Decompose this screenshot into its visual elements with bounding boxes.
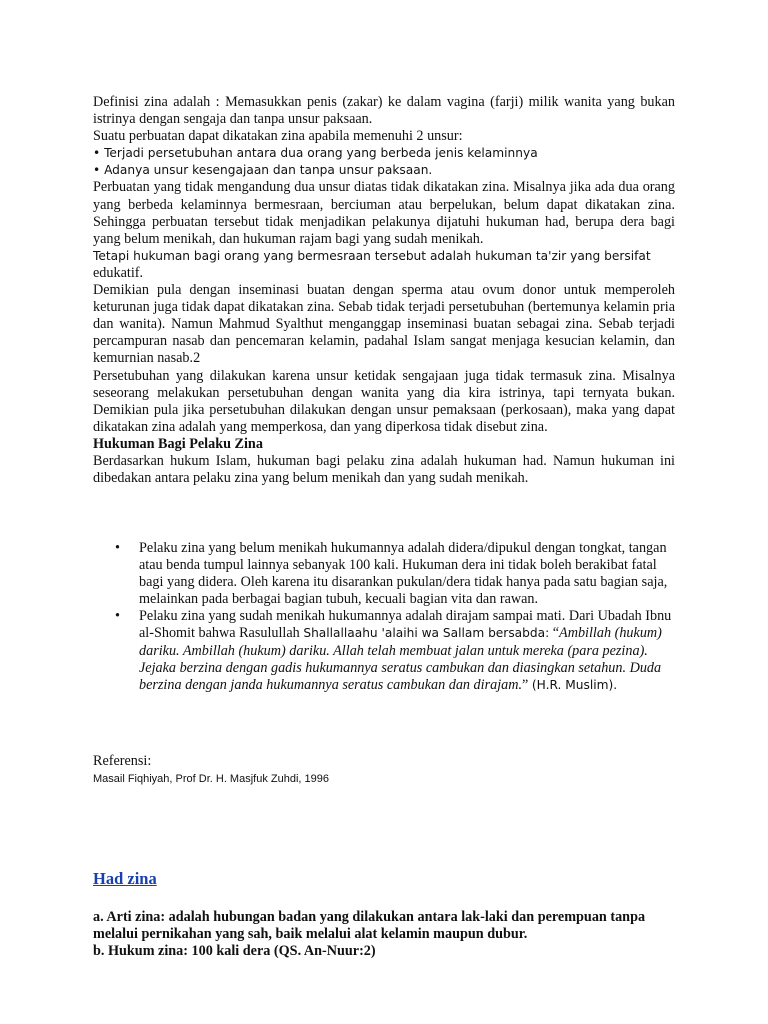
paragraph-3: Persetubuhan yang dilakukan karena unsur ketidak sengajaan juga tidak termasuk zina. Misalnya seseorang melakukan persetubuhan dengan wanita yang dia kira istrinya, tapi ternyata bukan. Demikian pula jika persetubuhan dilakukan dengan unsur pemaksaan (perkosaan), maka yang dapat dikatakan zina adalah yang memperkosa, dan yang diperkosa tidak disebut zina. xyxy=(93,367,675,435)
element-item-2: • Adanya unsur kesengajaan dan tanpa unsur paksaan. xyxy=(93,163,433,178)
paragraph-1: Perbuatan yang tidak mengandung dua unsur diatas tidak dikatakan zina. Misalnya jika ada dua orang yang berbeda kelaminnya bermesraan, berciuman atau berpelukan, belum dapat dikatakan zina. Sehingga perbuatan tersebut tidak menjadikan pelakunya dijatuhi hukuman had, berupa dera bagi yang belum menikah, dan hukuman rajam bagi yang sudah menikah. xyxy=(93,179,675,247)
reference-section xyxy=(93,753,675,785)
had-zina-item-a: a. Arti zina: adalah hubungan badan yang dilakukan antara lak-laki dan perempuan tanpa melalui pernikahan yang sah, baik melalui alat kelamin maupun dubur. xyxy=(93,909,646,943)
elements-intro: Suatu perbuatan dapat dikatakan zina apabila memenuhi 2 unsur: xyxy=(93,128,463,145)
reference-label: Referensi: xyxy=(93,753,152,769)
paragraph-1-end: edukatif. xyxy=(93,264,144,281)
intro-section xyxy=(93,94,675,487)
hadith-source: (H.R. Muslim). xyxy=(531,677,618,692)
list-item-text: Pelaku zina yang sudah menikah hukumannya adalah dirajam sampai mati. Dari Ubadah Ibnu al-Shomit bahwa Rasulullah xyxy=(139,608,672,642)
punishment-intro: Berdasarkan hukum Islam, hukuman bagi pelaku zina adalah hukuman had. Namun hukuman ini dibedakan antara pelaku zina yang belum menikah dan yang sudah menikah. xyxy=(93,452,675,487)
close-quote: ” xyxy=(522,676,529,693)
paragraph-1-continued: Tetapi hukuman bagi orang yang bermesraan tersebut adalah hukuman ta'zir yang bersifat xyxy=(93,248,651,263)
salawat-text: Shallallaahu 'alaihi wa Sallam bersabda: xyxy=(303,626,550,641)
punishment-list-section xyxy=(93,540,675,694)
list-item xyxy=(93,540,675,608)
had-zina-section xyxy=(93,869,675,960)
definition-paragraph: Definisi zina adalah : Memasukkan penis (zakar) ke dalam vagina (farji) milik wanita yang bukan istrinya dengan sengaja dan tanpa unsur paksaan. xyxy=(93,94,675,128)
punishment-heading: Hukuman Bagi Pelaku Zina xyxy=(93,435,263,452)
bullet-icon: • xyxy=(115,608,120,625)
hadith-quote: Ambillah (hukum) dariku. Ambillah (hukum) dariku. Allah telah membuat jalan untuk mereka (para pezina). Jejaka berzina dengan gadis hukumannya seratus cambukan dan diasingkan setahun. Duda berzina dengan janda hukumannya seratus cambukan dan dirajam. xyxy=(139,625,662,693)
reference-source: Masail Fiqhiyah, Prof Dr. H. Masjfuk Zuhdi, 1996 xyxy=(93,773,329,786)
had-zina-title[interactable]: Had zina xyxy=(93,869,157,888)
punishment-list xyxy=(93,540,675,694)
element-item-1: • Terjadi persetubuhan antara dua orang yang berbeda jenis kelaminnya xyxy=(93,146,538,161)
list-item xyxy=(93,608,675,693)
bullet-icon: • xyxy=(115,540,120,556)
had-zina-item-b: b. Hukum zina: 100 kali dera (QS. An-Nuur:2) xyxy=(93,943,376,960)
paragraph-2: Demikian pula dengan inseminasi buatan dengan sperma atau ovum donor untuk memperoleh keturunan juga tidak dapat dikatakan zina. Sebab tidak terjadi persetubuhan (bertemunya kelamin pria dan wanita). Namun Mahmud Syalthut menganggap inseminasi buatan sebagai zina. Sebab terjadi percampuran nasab dan pencemaran kelamin, padahal Islam sangat menjaga kesucian kelamin, dan kemurnian nasab.2 xyxy=(93,282,675,367)
open-quote: “ xyxy=(552,625,560,642)
list-item-text: Pelaku zina yang belum menikah hukumannya adalah didera/dipukul dengan tongkat, tangan atau benda tumpul lainnya sebanyak 100 kali. Hukuman dera ini tidak boleh berakibat fatal bagi yang didera. Oleh karena itu disarankan pukulan/dera tidak hanya pada satu bagian saja, melainkan pada berbagai bagian tubuh, kecuali bagian vita dan rawan. xyxy=(139,540,668,608)
